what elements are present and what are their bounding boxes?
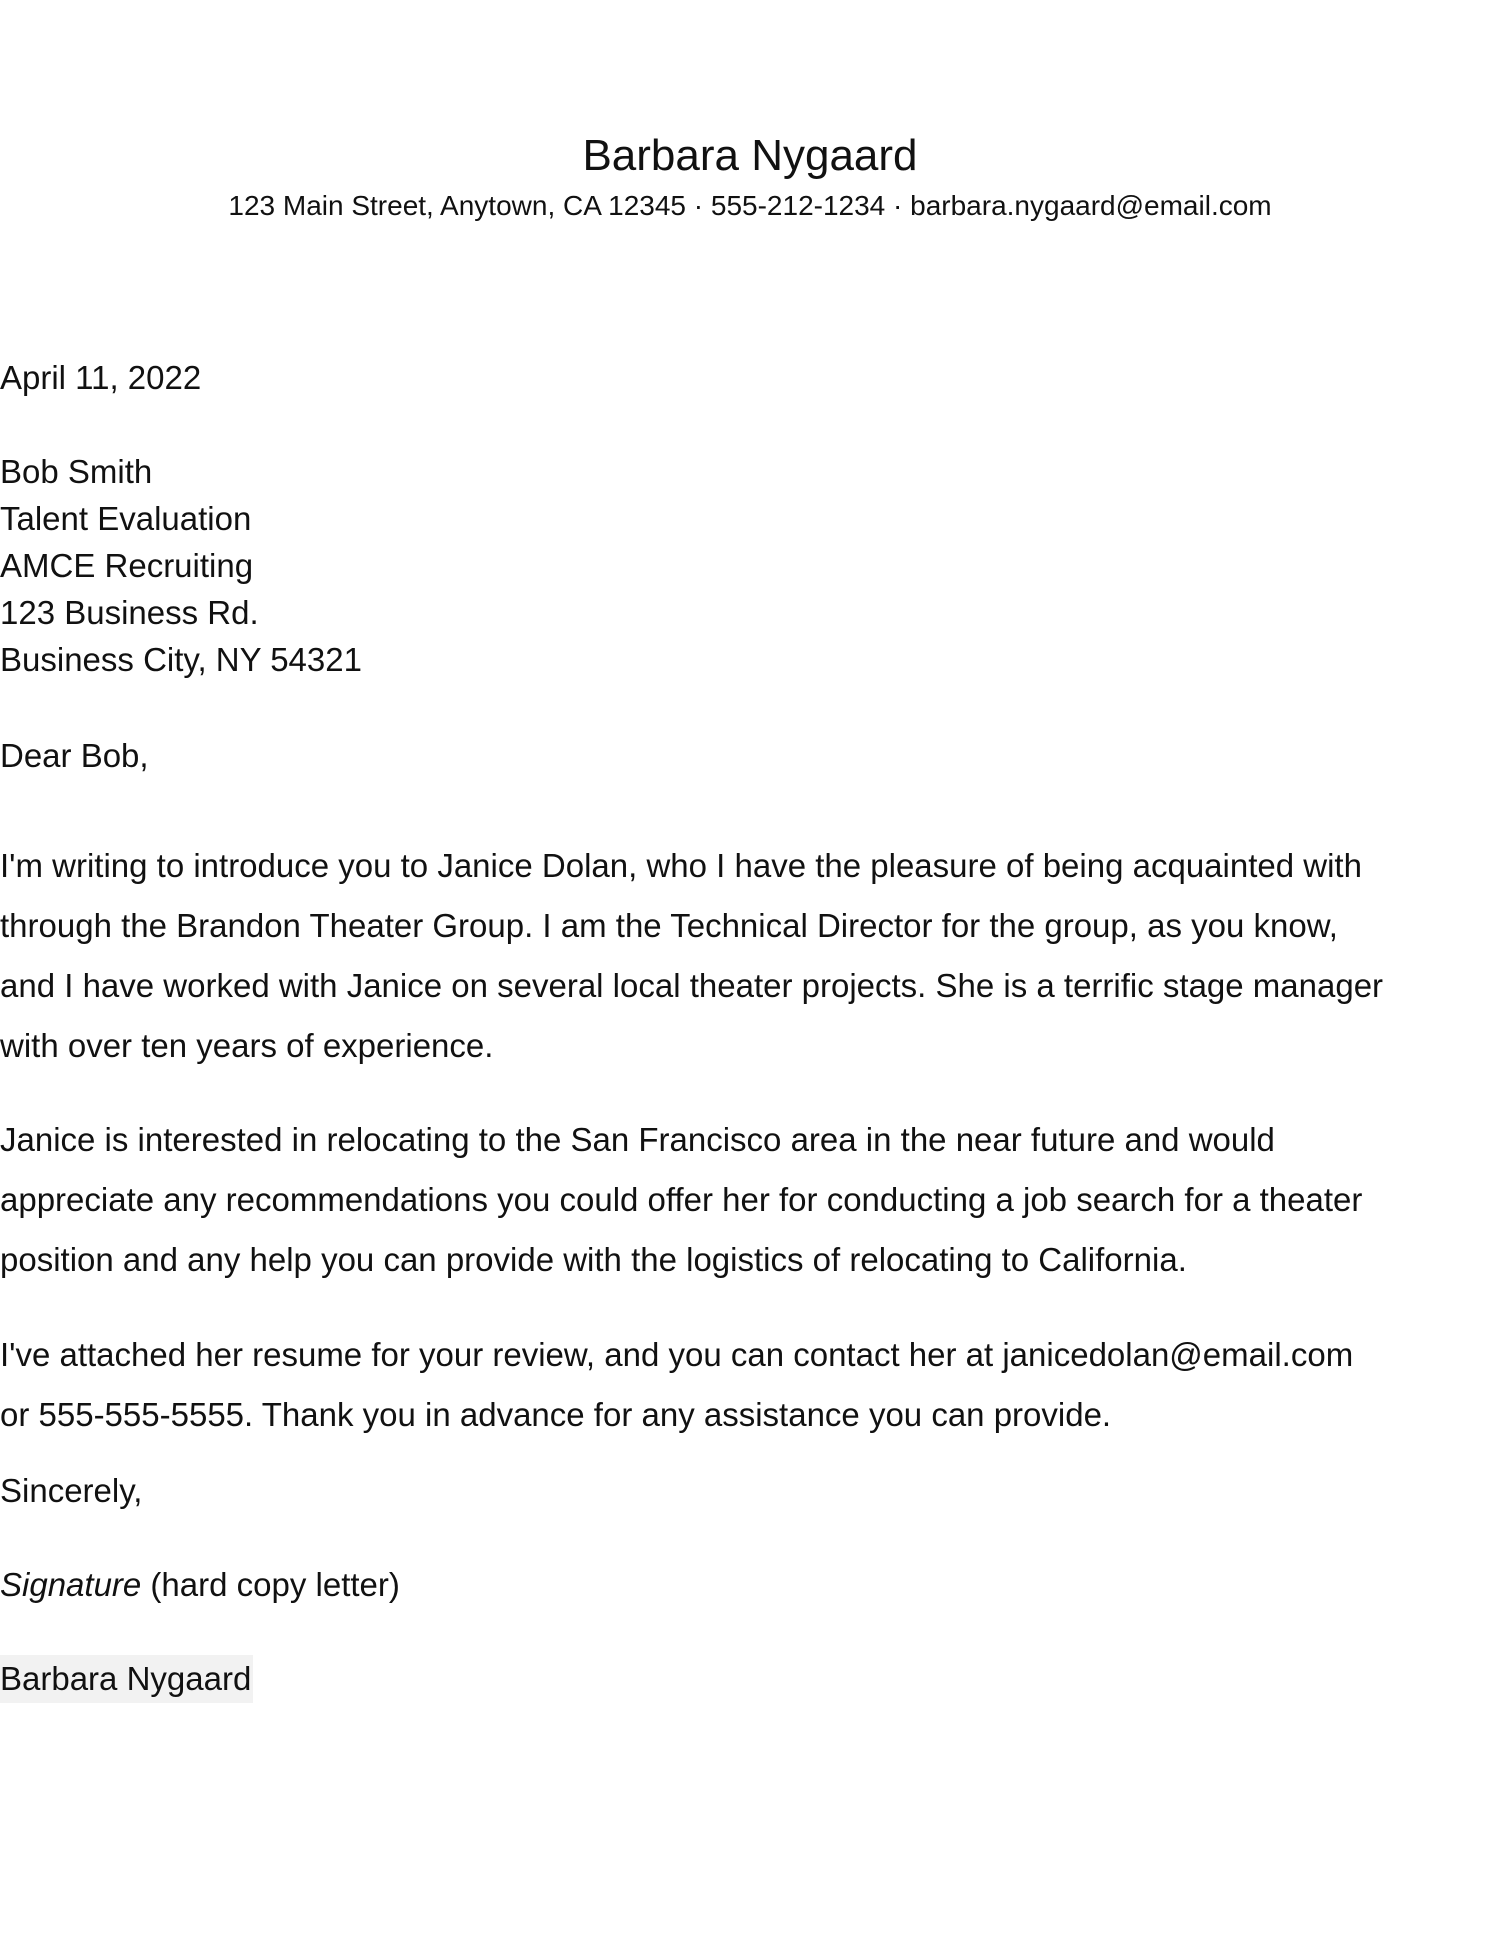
recipient-title: Talent Evaluation [0, 500, 252, 537]
printed-name: Barbara Nygaard [0, 1655, 253, 1703]
signature-line [0, 1561, 400, 1609]
signature-label: Signature [0, 1566, 142, 1603]
paragraph-line: I've attached her resume for your review, and you can contact her at janicedolan@email.com [0, 1336, 1354, 1373]
signature-note: (hard copy letter) [141, 1566, 400, 1603]
recipient-street: 123 Business Rd. [0, 594, 259, 631]
body-paragraph-3 [0, 1325, 1490, 1445]
paragraph-line: appreciate any recommendations you could offer her for conducting a job search for a theater [0, 1181, 1363, 1218]
letter-date: April 11, 2022 [0, 359, 202, 396]
recipient-company: AMCE Recruiting [0, 547, 254, 584]
sender-contact-line: 123 Main Street, Anytown, CA 12345 · 555-212-1234 · barbara.nygaard@email.com [228, 190, 1272, 221]
paragraph-line: I'm writing to introduce you to Janice Dolan, who I have the pleasure of being acquainted with [0, 847, 1362, 884]
recipient-city: Business City, NY 54321 [0, 641, 362, 678]
paragraph-line: and I have worked with Janice on several local theater projects. She is a terrific stage manager [0, 967, 1384, 1004]
sender-name: Barbara Nygaard [582, 131, 918, 180]
body-paragraph-1 [0, 836, 1490, 1076]
closing: Sincerely, [0, 1472, 143, 1509]
paragraph-line: or 555-555-5555. Thank you in advance for any assistance you can provide. [0, 1396, 1112, 1433]
recipient-address-block [0, 448, 362, 683]
body-paragraph-2 [0, 1110, 1490, 1290]
paragraph-line: through the Brandon Theater Group. I am the Technical Director for the group, as you know, [0, 907, 1338, 944]
recipient-name: Bob Smith [0, 453, 153, 490]
paragraph-line: with over ten years of experience. [0, 1027, 494, 1064]
paragraph-line: position and any help you can provide with the logistics of relocating to California. [0, 1241, 1187, 1278]
salutation: Dear Bob, [0, 737, 149, 774]
paragraph-line: Janice is interested in relocating to the San Francisco area in the near future and would [0, 1121, 1275, 1158]
